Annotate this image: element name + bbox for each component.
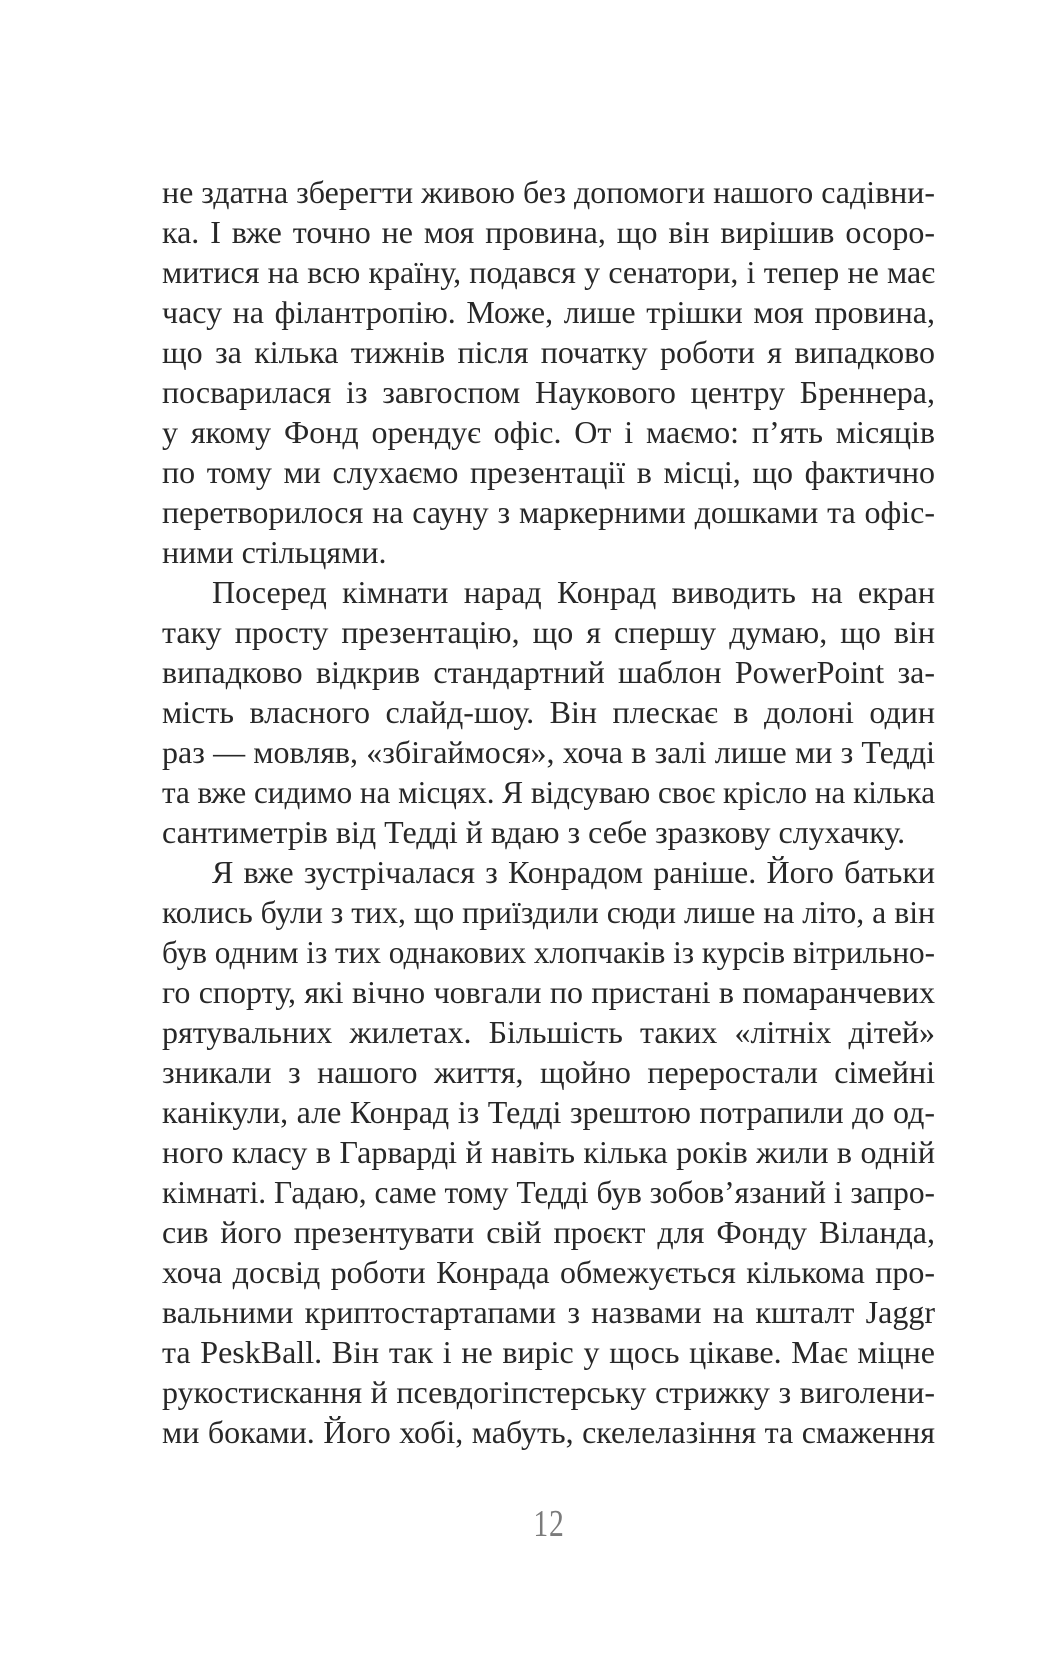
text-line: кімнаті. Гадаю, саме тому Тедді був зобов’язаний і запро- [162,1174,935,1210]
text-line: Посеред кімнати нарад Конрад виводить на екран [212,574,935,610]
text-line: перетворилося на сауну з маркерними дошками та офіс- [162,494,935,530]
text-line: випадково відкрив стандартний шаблон PowerPoint за- [162,654,935,690]
text-line: сив його презентувати свій проєкт для Фонду Віланда, [162,1214,935,1250]
text-line: митися на всю країну, подався у сенатори, і тепер не має [162,254,935,290]
text-line: ми боками. Його хобі, мабуть, скелелазіння та смаження [162,1414,935,1450]
text-line: та вже сидимо на місцях. Я відсуваю своє крісло на кілька [162,774,935,810]
text-line: колись були з тих, що приїздили сюди лише на літо, а він [162,894,935,930]
text-line: що за кілька тижнів після початку роботи я випадково [162,334,935,370]
text-line: ка. І вже точно не моя провина, що він вирішив осоро- [162,214,935,250]
text-line: не здатна зберегти живою без допомоги нашого садівни- [162,174,935,210]
text-line: Я вже зустрічалася з Конрадом раніше. Його батьки [212,854,935,890]
text-line: канікули, але Конрад із Тедді зрештою потрапили до од- [162,1094,935,1130]
text-line: був одним із тих однакових хлопчаків із курсів вітрильно- [162,934,935,970]
text-line: по тому ми слухаємо презентації в місці, що фактично [162,454,935,490]
text-line: мість власного слайд-шоу. Він плескає в долоні один [162,694,935,730]
text-line: посварилася із завгоспом Наукового центру Бреннера, [162,374,935,410]
page-number [162,1504,935,1544]
text-line: ними стільцями. [162,534,387,570]
text-line: у якому Фонд орендує офіс. От і маємо: п’ять місяців [162,414,935,450]
text-line: сантиметрів від Тедді й вдаю з себе зразкову слухачку. [162,814,906,850]
text-line: рятувальних жилетах. Більшість таких «літніх дітей» [162,1014,935,1050]
page-number-value: 12 [532,1503,565,1545]
body-text [162,172,935,1452]
text-line: зникали з нашого життя, щойно переростали сімейні [162,1054,935,1090]
text-line: го спорту, які вічно човгали по пристані в помаранчевих [162,974,935,1010]
text-line: рукостискання й псевдогіпстерську стрижку з виголени- [162,1374,935,1410]
text-line: таку просту презентацію, що я спершу думаю, що він [162,614,935,650]
text-line: хоча досвід роботи Конрада обмежується кількома про- [162,1254,935,1290]
text-line: раз — мовляв, «збігаймося», хоча в залі лише ми з Тедді [162,734,935,770]
text-line: та PeskBall. Він так і не виріс у щось цікаве. Має міцне [162,1334,935,1370]
text-line: часу на філантропію. Може, лише трішки моя провина, [162,294,935,330]
text-line: ного класу в Гарварді й навіть кілька років жили в одній [162,1134,935,1170]
text-line: вальними криптостартапами з назвами на кшталт Jaggr [162,1294,935,1330]
